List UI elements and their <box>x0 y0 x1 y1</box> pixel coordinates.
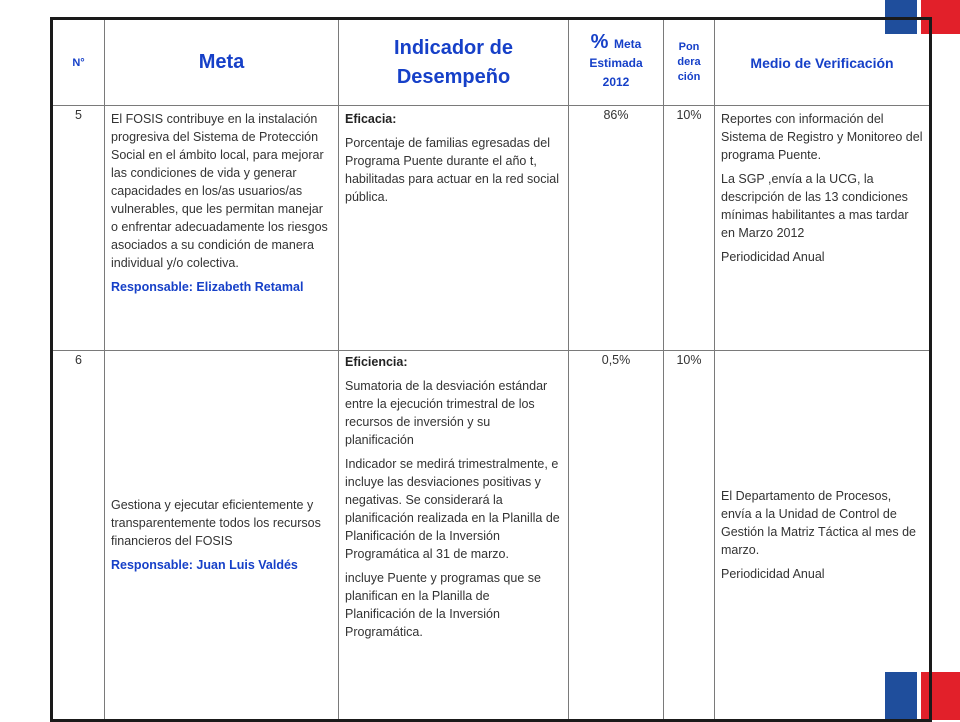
indicador-paragraph: Indicador se medirá trimestralmente, e incluye las desviaciones positivas y negativas. Se considerará la planificación realizada en la Planilla de Planificación de la Inversión Programática al 31 de marzo. <box>345 457 560 561</box>
indicador-paragraph: Porcentaje de familias egresadas del Programa Puente durante el año t, habilitadas para actuar en la red social pública. <box>345 136 560 204</box>
indicador-title: Eficacia: <box>345 112 397 126</box>
indicador-cell <box>339 106 569 351</box>
medio-cell <box>715 351 931 721</box>
medio-cell <box>715 106 931 351</box>
indicador-title: Eficiencia: <box>345 355 408 369</box>
indicador-paragraph: Sumatoria de la desviación estándar entre la ejecución trimestral de los recursos de inversión y su planificación <box>345 379 548 447</box>
header-estimada-label: Meta Estimada <box>589 37 643 70</box>
medio-paragraph: El Departamento de Procesos, envía a la Unidad de Control de Gestión la Matriz Táctica al mes de marzo. <box>721 489 916 557</box>
medio-paragraph: Periodicidad Anual <box>721 567 825 581</box>
goals-table <box>50 17 932 722</box>
indicador-paragraph: incluye Puente y programas que se planifican en la Planilla de Planificación de la Inversión Programática. <box>345 571 541 639</box>
meta-estimada-value: 86% <box>569 106 664 351</box>
table-row <box>52 351 931 721</box>
header-meta-estimada <box>569 19 664 106</box>
header-estimada-pct: % <box>590 31 609 53</box>
medio-paragraph: Reportes con información del Sistema de Registro y Monitoreo del programa Puente. <box>721 112 923 162</box>
responsable-text: Responsable: Juan Luis Valdés <box>111 558 298 572</box>
medio-paragraph: Periodicidad Anual <box>721 250 825 264</box>
ponderacion-value: 10% <box>664 106 715 351</box>
header-ponderacion: Pon dera ción <box>664 19 715 106</box>
medio-paragraph: La SGP ,envía a la UCG, la descripción de las 13 condiciones mínimas habilitantes a mas tardar en Marzo 2012 <box>721 172 909 240</box>
responsable-text: Responsable: Elizabeth Retamal <box>111 280 304 294</box>
indicador-cell <box>339 351 569 721</box>
row-number: 5 <box>52 106 105 351</box>
header-meta: Meta <box>105 19 339 106</box>
meta-cell <box>105 351 339 721</box>
header-number: N° <box>52 19 105 106</box>
meta-text: Gestiona y ejecutar eficientemente y transparentemente todos los recursos financieros del FOSIS <box>111 498 321 548</box>
header-indicador: Indicador de Desempeño <box>339 19 569 106</box>
header-row <box>52 19 931 106</box>
table-row <box>52 106 931 351</box>
ponderacion-value: 10% <box>664 351 715 721</box>
meta-estimada-value: 0,5% <box>569 351 664 721</box>
meta-cell <box>105 106 339 351</box>
header-estimada-year: 2012 <box>602 75 630 89</box>
header-medio: Medio de Verificación <box>715 19 931 106</box>
meta-text: El FOSIS contribuye en la instalación progresiva del Sistema de Protección Social en el ámbito local, para mejorar las condiciones de vida y generar capacidades en los/as usuarios/as vulnerables, que les permitan manejar o enfrentar adecuadamente los riesgos asociados a su condición de manera individual y/o colectiva. <box>111 112 328 270</box>
row-number: 6 <box>52 351 105 721</box>
